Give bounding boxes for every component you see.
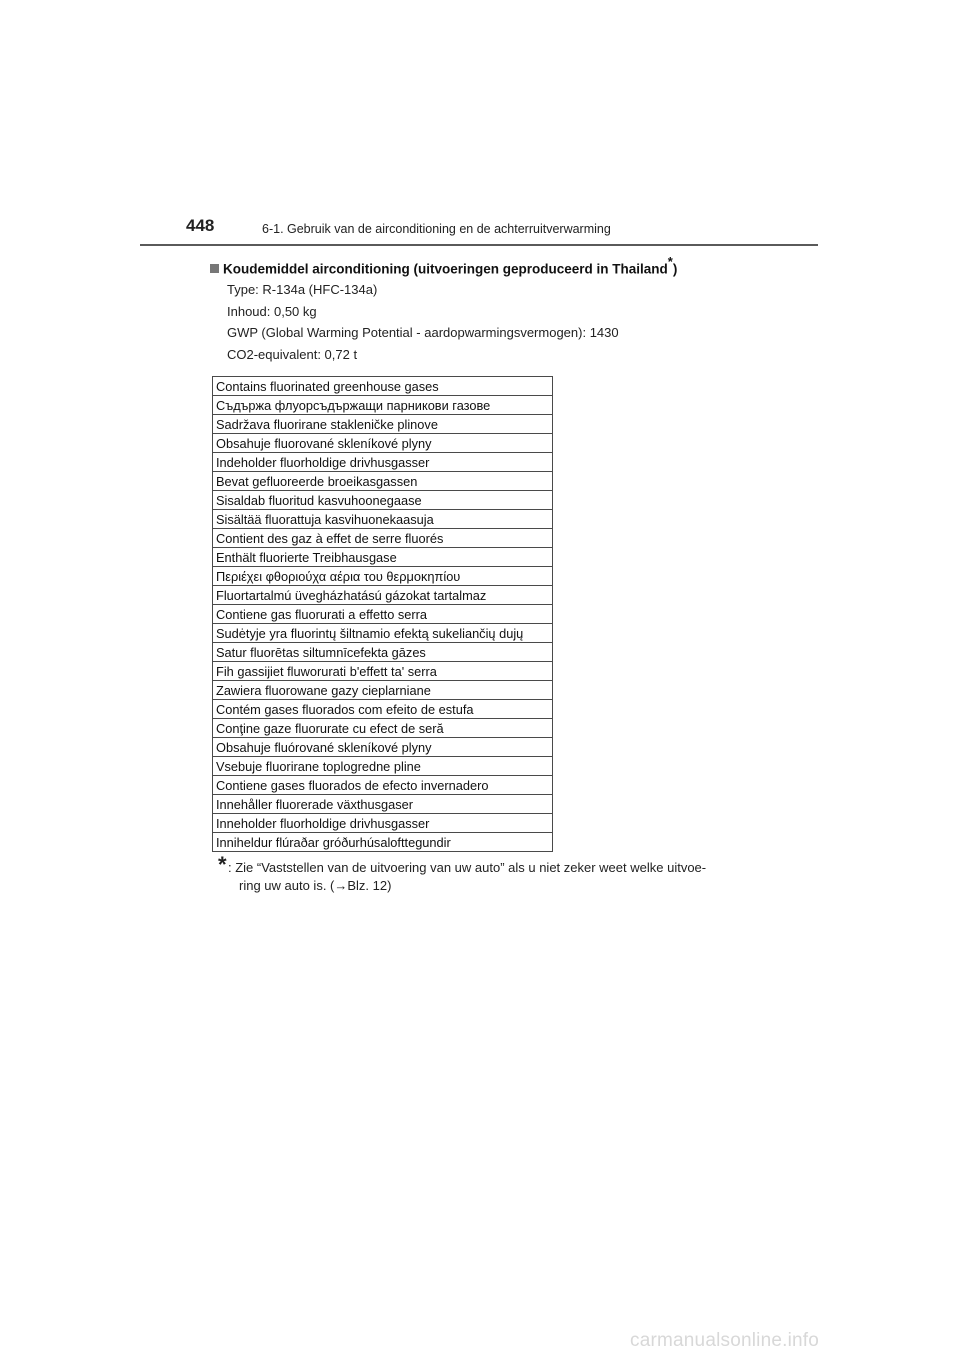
table-cell: Bevat gefluoreerde broeikasgassen	[213, 472, 553, 491]
spec-type: Type: R-134a (HFC-134a)	[227, 282, 378, 297]
heading-close: )	[672, 261, 678, 277]
footnote-star-icon: *	[667, 254, 673, 269]
table-cell: Indeholder fluorholdige drivhusgasser	[213, 453, 553, 472]
table-cell: Contiene gas fluorurati a effetto serra	[213, 605, 553, 624]
table-row	[213, 719, 553, 738]
table-row	[213, 491, 553, 510]
table-row	[213, 814, 553, 833]
table-row	[213, 529, 553, 548]
table-cell: Inneholder fluorholdige drivhusgasser	[213, 814, 553, 833]
footnote-line-1: : Zie “Vaststellen van de uitvoering van uw auto” als u niet zeker weet welke uitvoe-	[228, 860, 707, 875]
table-cell: Περιέχει φθοριούχα αέρια του θερμοκηπίου	[213, 567, 553, 586]
table-row	[213, 586, 553, 605]
table-row	[213, 776, 553, 795]
table-cell: Fluortartalmú üvegházhatású gázokat tartalmaz	[213, 586, 553, 605]
table-cell: Obsahuje fluorované skleníkové plyny	[213, 434, 553, 453]
table-cell: Vsebuje fluorirane toplogredne pline	[213, 757, 553, 776]
table-cell: Conţine gaze fluorurate cu efect de seră	[213, 719, 553, 738]
table-row	[213, 567, 553, 586]
table-row	[213, 434, 553, 453]
table-cell: Contiene gases fluorados de efecto invernadero	[213, 776, 553, 795]
spec-co2: CO2-equivalent: 0,72 t	[227, 346, 358, 362]
table-row	[213, 757, 553, 776]
table-row	[213, 795, 553, 814]
table-row	[213, 643, 553, 662]
spec-contents: Inhoud: 0,50 kg	[227, 303, 317, 319]
table-row	[213, 415, 553, 434]
table-row	[213, 681, 553, 700]
table-row	[213, 472, 553, 491]
table-row	[213, 624, 553, 643]
spec-gwp: GWP (Global Warming Potential - aardopwarmingsvermogen): 1430	[227, 325, 619, 340]
table-cell: Sudėtyje yra fluorintų šiltnamio efektą sukeliančių dujų	[213, 624, 553, 643]
page-number: 448	[186, 216, 215, 235]
table-row	[213, 605, 553, 624]
table-cell: Enthält fluorierte Treibhausgase	[213, 548, 553, 567]
table-cell: Innehåller fluorerade växthusgaser	[213, 795, 553, 814]
table-cell: Contains fluorinated greenhouse gases	[213, 377, 553, 396]
footnote-star-icon: *	[218, 852, 227, 877]
header-divider	[140, 244, 818, 246]
table-row	[213, 662, 553, 681]
table-row	[213, 738, 553, 757]
table-cell: Zawiera fluorowane gazy cieplarniane	[213, 681, 553, 700]
table-row	[213, 833, 553, 852]
table-cell: Contém gases fluorados com efeito de estufa	[213, 700, 553, 719]
table-row	[213, 510, 553, 529]
footnote-page-reference[interactable]: ring uw auto is. (→Blz. 12)	[239, 878, 392, 893]
table-cell: Contient des gaz à effet de serre fluorés	[213, 529, 553, 548]
heading-text: Koudemiddel airconditioning (uitvoeringen geproduceerd in Thailand	[223, 261, 668, 277]
table-cell: Obsahuje fluórované skleníkové plyny	[213, 738, 553, 757]
table-cell: Съдържа флуорсъдържащи парникови газове	[213, 396, 553, 415]
table-row	[213, 396, 553, 415]
table-cell: Sisaldab fluoritud kasvuhoonegaase	[213, 491, 553, 510]
page-header	[0, 0, 960, 250]
table-row	[213, 377, 553, 396]
table-cell: Satur fluorētas siltumnīcefekta gāzes	[213, 643, 553, 662]
table-cell: Sisältää fluorattuja kasvihuonekaasuja	[213, 510, 553, 529]
refrigerant-heading	[210, 256, 677, 277]
section-title: 6-1. Gebruik van de airconditioning en de achterruitverwarming	[262, 222, 611, 236]
watermark: carmanualsonline.info	[630, 1330, 820, 1351]
table-row	[213, 453, 553, 472]
refrigerant-specs	[227, 281, 619, 367]
table-cell: Fih gassijiet fluworurati b'effett ta' serra	[213, 662, 553, 681]
table-cell: Sadržava fluorirane stakleničke plinove	[213, 415, 553, 434]
table-row	[213, 548, 553, 567]
bullet-square-icon	[210, 264, 219, 273]
fluorinated-gas-table	[212, 376, 553, 852]
table-cell: Inniheldur flúraðar gróðurhúsalofttegundir	[213, 833, 553, 852]
table-row	[213, 700, 553, 719]
